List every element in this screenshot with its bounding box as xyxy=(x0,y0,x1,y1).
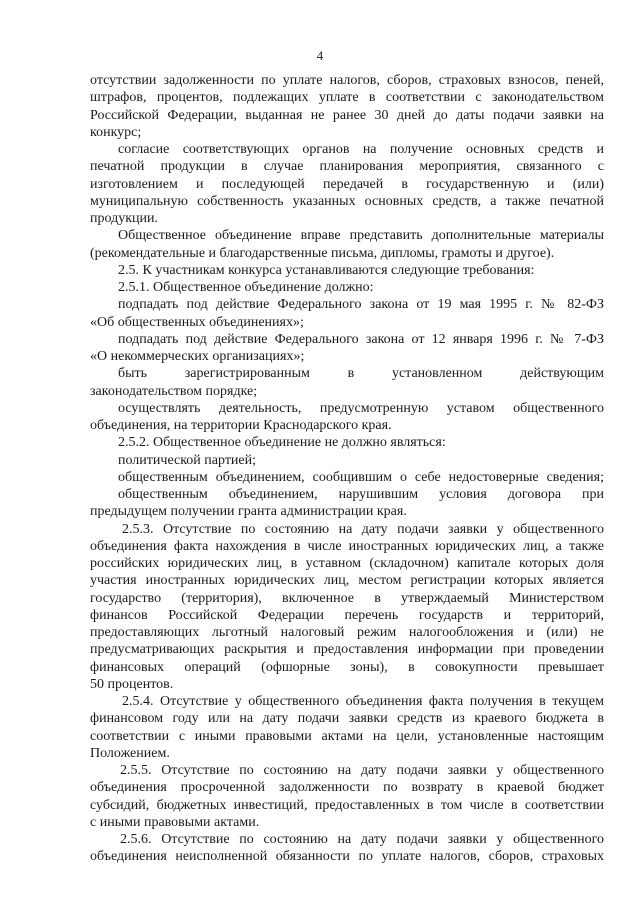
text-line: объединения просроченной задолженности по возврату в краевой бюджет xyxy=(90,780,604,796)
text-line: быть зарегистрированным в установленном действующим xyxy=(118,366,604,382)
text-line: субсидий, бюджетных инвестиций, предоставленных в том числе в соответствии xyxy=(90,797,604,813)
text-line: 50 процентов. xyxy=(90,676,174,692)
text-line: законодательством порядке; xyxy=(90,383,258,399)
text-line: общественным объединением, сообщившим о себе недостоверные сведения; xyxy=(118,469,604,485)
text-line: общественным объединением, нарушившим условия договора при xyxy=(118,487,604,502)
text-line: с иными правовыми актами. xyxy=(90,814,260,830)
text-line: штрафов, процентов, подлежащих уплате в соответствии с законодательством xyxy=(90,90,604,106)
text-line: (рекомендательные и благодарственные письма, дипломы, грамоты и другое). xyxy=(90,245,555,261)
text-line: продукции. xyxy=(90,211,158,226)
text-line: осуществлять деятельность, предусмотренную уставом общественного xyxy=(118,400,604,416)
text-line: «О некоммерческих организациях»; xyxy=(90,349,305,364)
text-line: финансов Российской Федерации перечень государств и территорий, xyxy=(90,607,604,623)
text-line: предыдущем получении гранта администрации края. xyxy=(90,504,407,520)
text-line: предусматривающих раскрытия и предоставления информации при проведении xyxy=(90,642,604,658)
text-line: изготовлением и последующей передачей в государственную и (или) xyxy=(90,176,604,192)
text-line: Российской Федерации, выданная не ранее 30 дней до даты подачи заявки на xyxy=(90,107,604,123)
text-line: объединения неисполненной обязанности по уплате налогов, сборов, страховых xyxy=(90,849,604,865)
text-line: участия иностранных юридических лиц, местом регистрации которых является xyxy=(90,573,604,589)
text-line: отсутствии задолженности по уплате налогов, сборов, страховых взносов, пеней, xyxy=(90,73,604,88)
text-line: соответствии с иными правовыми актами на цели, установленные настоящим xyxy=(90,728,604,744)
text-line: 2.5. К участникам конкурса устанавливаются следующие требования: xyxy=(118,262,535,278)
text-line: печатной продукции в случае планирования мероприятия, связанного с xyxy=(90,159,604,175)
text-line: объединения, на территории Краснодарского края. xyxy=(90,418,392,433)
text-line: подпадать под действие Федерального закона от 19 мая 1995 г. № 82-ФЗ xyxy=(118,297,604,313)
text-line: 2.5.5. Отсутствие по состоянию на дату подачи заявки у общественного xyxy=(120,763,604,778)
text-line: 2.5.2. Общественное объединение не должно являться: xyxy=(118,435,446,451)
text-line: конкурс; xyxy=(90,124,142,140)
text-line: 2.5.3. Отсутствие по состоянию на дату подачи заявки у общественного xyxy=(122,521,604,537)
text-line: 2.5.6. Отсутствие по состоянию на дату подачи заявки у общественного xyxy=(120,832,604,847)
text-line: государство (территория), включенное в утверждаемый Министерством xyxy=(90,590,604,606)
text-line: подпадать под действие Федерального закона от 12 января 1996 г. № 7-ФЗ xyxy=(118,331,604,347)
text-line: «Об общественных объединениях»; xyxy=(90,314,304,330)
text-line: финансовых операций (офшорные зоны), в совокупности превышает xyxy=(90,659,604,675)
document-body xyxy=(90,72,604,866)
text-line: 2.5.1. Общественное объединение должно: xyxy=(118,280,374,295)
text-line: политической партией; xyxy=(118,452,257,468)
text-line: 2.5.4. Отсутствие у общественного объединения факта получения в текущем xyxy=(122,694,604,709)
text-line: Общественное объединение вправе представить дополнительные материалы xyxy=(118,228,604,244)
text-line: согласие соответствующих органов на получение основных средств и xyxy=(118,142,604,157)
text-line: предоставляющих льготный налоговый режим налогообложения и (или) не xyxy=(90,625,604,640)
page-number: 4 xyxy=(316,48,324,63)
text-line: муниципальную собственность указанных основных средств, а также печатной xyxy=(90,193,604,209)
text-line: российских юридических лиц, в уставном (складочном) капитале которых доля xyxy=(90,556,604,571)
text-line: объединения факта нахождения в числе иностранных юридических лиц, а также xyxy=(90,538,604,554)
text-line: финансовом году или на дату подачи заявки средств из краевого бюджета в xyxy=(90,711,604,727)
text-line: Положением. xyxy=(90,745,170,761)
